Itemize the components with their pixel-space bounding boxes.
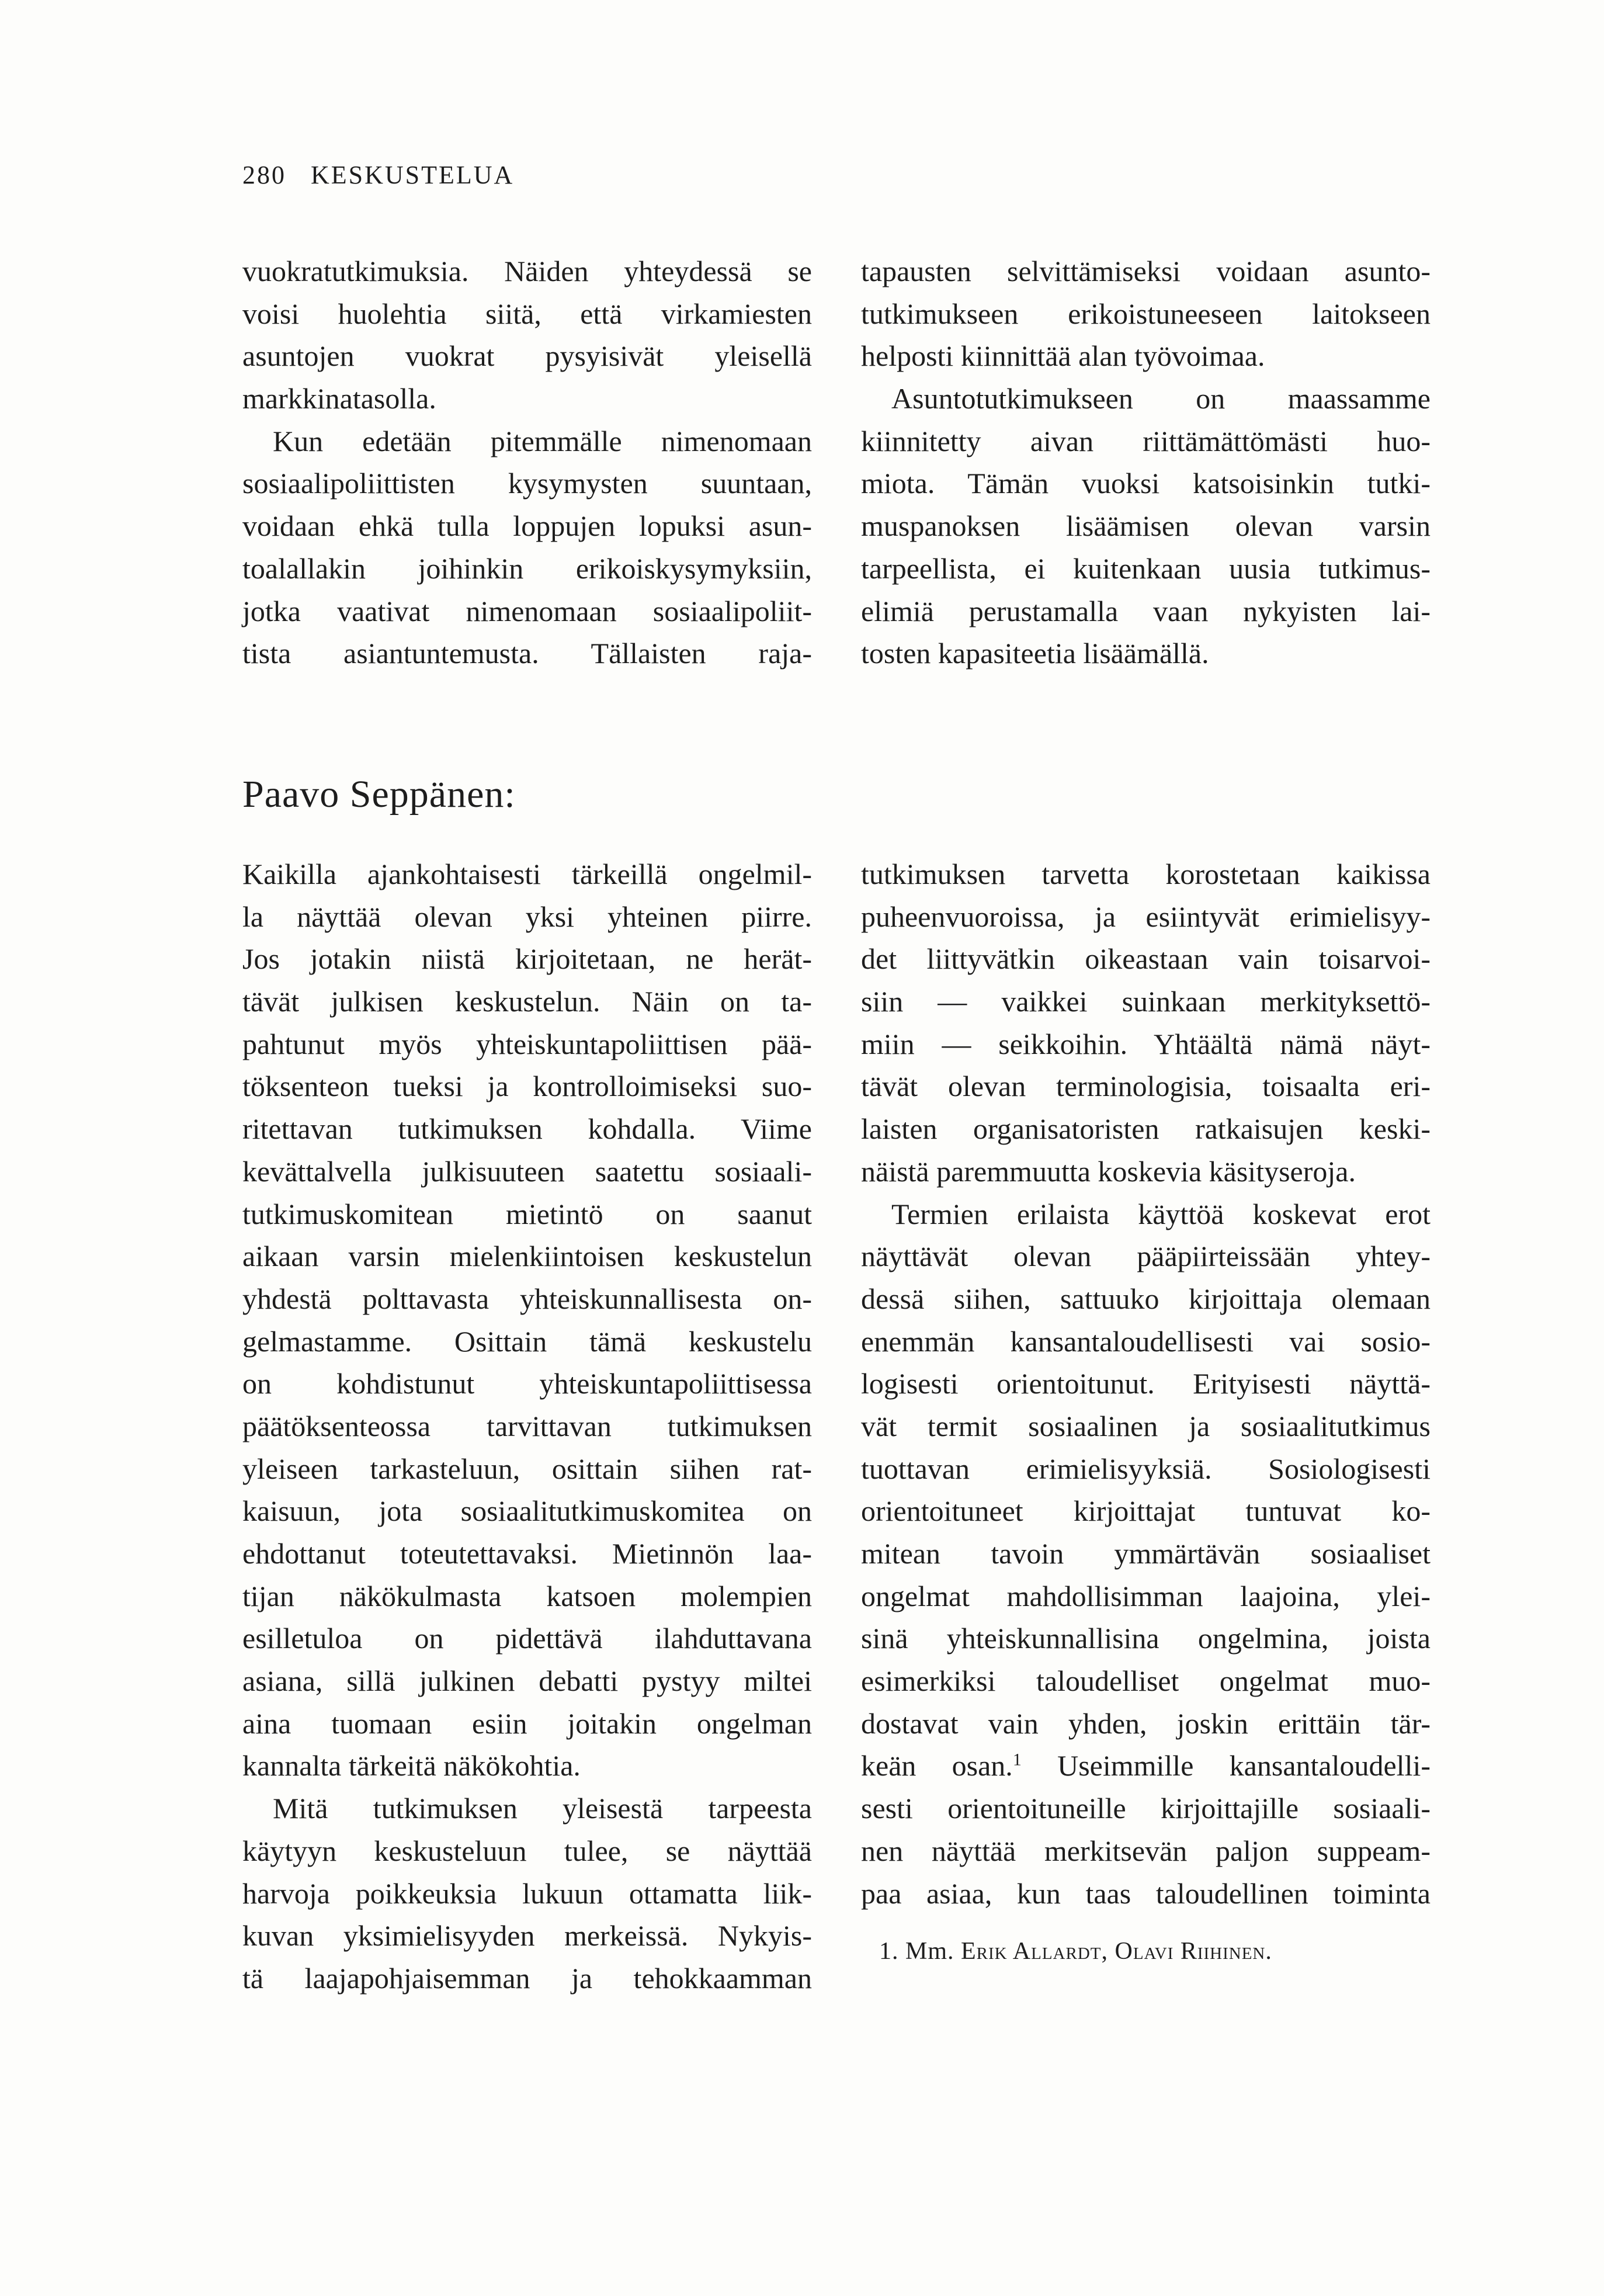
text-line: Mitä tutkimuksen yleisestä tarpeesta: [273, 1792, 812, 1825]
text-line: markkinatasolla.: [242, 382, 436, 415]
text-line: näistä paremmuutta koskevia käsityseroja.: [861, 1154, 1356, 1188]
text-line: siin — vaikkei suinkaan merkityksettö-: [861, 985, 1431, 1018]
text-line: nen näyttää merkitsevän paljon suppeam-: [861, 1834, 1431, 1867]
text-line: tapausten selvittämiseksi voidaan asunto-: [861, 255, 1431, 287]
text-line: aikaan varsin mielenkiintoisen keskustelun: [242, 1240, 812, 1273]
text-line: laisten organisatoristen ratkaisujen keski-: [861, 1112, 1431, 1146]
running-header: [242, 160, 514, 190]
text-line: Kun edetään pitemmälle nimenomaan: [273, 424, 812, 457]
text-line-with-footnote: [861, 1744, 1431, 1787]
top-left-column: [242, 250, 812, 675]
text-line: Asuntotutkimukseen on maassamme: [891, 382, 1431, 415]
text-line: tutkimuksen tarvetta korostetaan kaikissa: [861, 858, 1431, 890]
text-line: toalallakin joihinkin erikoiskysymyksiin,: [242, 552, 812, 585]
text-line: yleiseen tarkasteluun, osittain siihen rat-: [242, 1452, 812, 1485]
text-line: sosiaalipoliittisten kysymysten suuntaan,: [242, 467, 812, 500]
footnote-number: 1.: [879, 1938, 899, 1965]
text-line: tävät julkisen keskustelun. Näin on ta-: [242, 985, 812, 1018]
text-line: näyttävät olevan pääpiirteissään yhtey-: [861, 1240, 1431, 1273]
text-line: kevättalvella julkisuuteen saatettu sosiaali-: [242, 1154, 812, 1188]
text-line: esimerkiksi taloudelliset ongelmat muo-: [861, 1664, 1431, 1698]
main-left-column: [242, 853, 812, 2000]
text-fragment: keän osan.: [861, 1749, 1013, 1782]
text-line: logisesti orientoitunut. Erityisesti näyttä-: [861, 1367, 1431, 1400]
text-line: kaisuun, jota sosiaalitutkimuskomitea on: [242, 1494, 812, 1528]
text-line: tutkimuskomitean mietintö on saanut: [242, 1197, 812, 1230]
text-line: det liittyvätkin oikeastaan vain toisarvoi-: [861, 942, 1431, 976]
text-line: aina tuomaan esiin joitakin ongelman: [242, 1707, 812, 1740]
footnote-reference[interactable]: 1: [1012, 1750, 1022, 1770]
text-line: yhdestä polttavasta yhteiskunnallisesta on-: [242, 1282, 812, 1315]
text-line: on kohdistunut yhteiskuntapoliittisessa: [242, 1367, 812, 1400]
text-line: tijan näkökulmasta katsoen molempien: [242, 1579, 812, 1612]
text-line: mitean tavoin ymmärtävän sosiaaliset: [861, 1537, 1431, 1570]
text-line: voisi huolehtia siitä, että virkamiesten: [242, 297, 812, 330]
page-number: 280: [242, 161, 286, 189]
footnote-prefix: Mm.: [905, 1938, 954, 1965]
text-line: asuntojen vuokrat pysyisivät yleisellä: [242, 339, 812, 373]
footnote-authors: Erik Allardt, Olavi Riihinen.: [961, 1938, 1272, 1965]
text-line: ehdottanut toteutettavaksi. Mietinnön laa-: [242, 1537, 812, 1570]
text-line: sesti orientoituneille kirjoittajille sosiaali-: [861, 1792, 1431, 1825]
text-line: orientoituneet kirjoittajat tuntuvat ko-: [861, 1494, 1431, 1528]
text-line: tista asiantuntemusta. Tällaisten raja-: [242, 637, 812, 670]
text-line: la näyttää olevan yksi yhteinen piirre.: [242, 900, 812, 933]
text-line: käytyyn keskusteluun tulee, se näyttää: [242, 1834, 812, 1867]
text-line: töksenteon tueksi ja kontrolloimiseksi suo-: [242, 1070, 812, 1103]
text-line: miota. Tämän vuoksi katsoisinkin tutki-: [861, 467, 1431, 500]
footnote: [879, 1937, 1272, 1965]
text-line: tosten kapasiteetia lisäämällä.: [861, 637, 1209, 670]
text-line: tävät olevan terminologisia, toisaalta eri-: [861, 1070, 1431, 1103]
text-line: dessä siihen, sattuuko kirjoittaja olemaan: [861, 1282, 1431, 1315]
text-line: helposti kiinnittää alan työvoimaa.: [861, 339, 1265, 373]
text-line: ritettavan tutkimuksen kohdalla. Viime: [242, 1112, 812, 1146]
text-line: dostavat vain yhden, joskin erittäin tär-: [861, 1707, 1431, 1740]
text-line: vät termit sosiaalinen ja sosiaalitutkimus: [861, 1409, 1431, 1442]
text-line: tä laajapohjaisemman ja tehokkaamman: [242, 1961, 812, 1995]
text-line: ongelmat mahdollisimman laajoina, ylei-: [861, 1579, 1431, 1612]
text-line: elimiä perustamalla vaan nykyisten lai-: [861, 594, 1431, 627]
text-line: tutkimukseen erikoistuneeseen laitokseen: [861, 297, 1431, 330]
text-line: asiana, sillä julkinen debatti pystyy miltei: [242, 1664, 812, 1698]
text-line: miin — seikkoihin. Yhtäältä nämä näyt-: [861, 1027, 1431, 1060]
main-right-column: [861, 853, 1431, 1915]
text-line: puheenvuoroissa, ja esiintyvät erimielisyy-: [861, 900, 1431, 933]
text-line: kuvan yksimielisyyden merkeissä. Nykyis-: [242, 1919, 812, 1952]
text-line: esilletuloa on pidettävä ilahduttavana: [242, 1622, 812, 1655]
text-line: tarpeellista, ei kuitenkaan uusia tutkimus-: [861, 552, 1431, 585]
text-fragment: Useimmille kansantaloudelli-: [1057, 1749, 1431, 1782]
text-line: vuokratutkimuksia. Näiden yhteydessä se: [242, 255, 812, 287]
text-line: harvoja poikkeuksia lukuun ottamatta liik-: [242, 1877, 812, 1910]
text-line: päätöksenteossa tarvittavan tutkimuksen: [242, 1409, 812, 1442]
text-line: sinä yhteiskunnallisina ongelmina, joista: [861, 1622, 1431, 1655]
text-line: paa asiaa, kun taas taloudellinen toiminta: [861, 1877, 1431, 1910]
text-line: enemmän kansantaloudellisesti vai sosio-: [861, 1324, 1431, 1358]
text-line: Jos jotakin niistä kirjoitetaan, ne herät-: [242, 942, 812, 976]
text-line: voidaan ehkä tulla loppujen lopuksi asun-: [242, 509, 812, 543]
top-right-column: [861, 250, 1431, 675]
text-line: gelmastamme. Osittain tämä keskustelu: [242, 1324, 812, 1358]
text-line: muspanoksen lisäämisen olevan varsin: [861, 509, 1431, 543]
section-heading: KESKUSTELUA: [311, 161, 515, 189]
text-line: kannalta tärkeitä näkökohtia.: [242, 1749, 581, 1782]
text-line: tuottavan erimielisyyksiä. Sosiologisesti: [861, 1452, 1431, 1485]
section-title: Paavo Seppänen:: [242, 773, 516, 816]
text-line: kiinnitetty aivan riittämättömästi huo-: [861, 424, 1431, 457]
text-line: Termien erilaista käyttöä koskevat erot: [891, 1197, 1431, 1230]
text-line: jotka vaativat nimenomaan sosiaalipoliit-: [242, 594, 812, 627]
text-line: Kaikilla ajankohtaisesti tärkeillä ongelmil-: [242, 858, 812, 890]
text-line: pahtunut myös yhteiskuntapoliittisen pää-: [242, 1027, 812, 1060]
